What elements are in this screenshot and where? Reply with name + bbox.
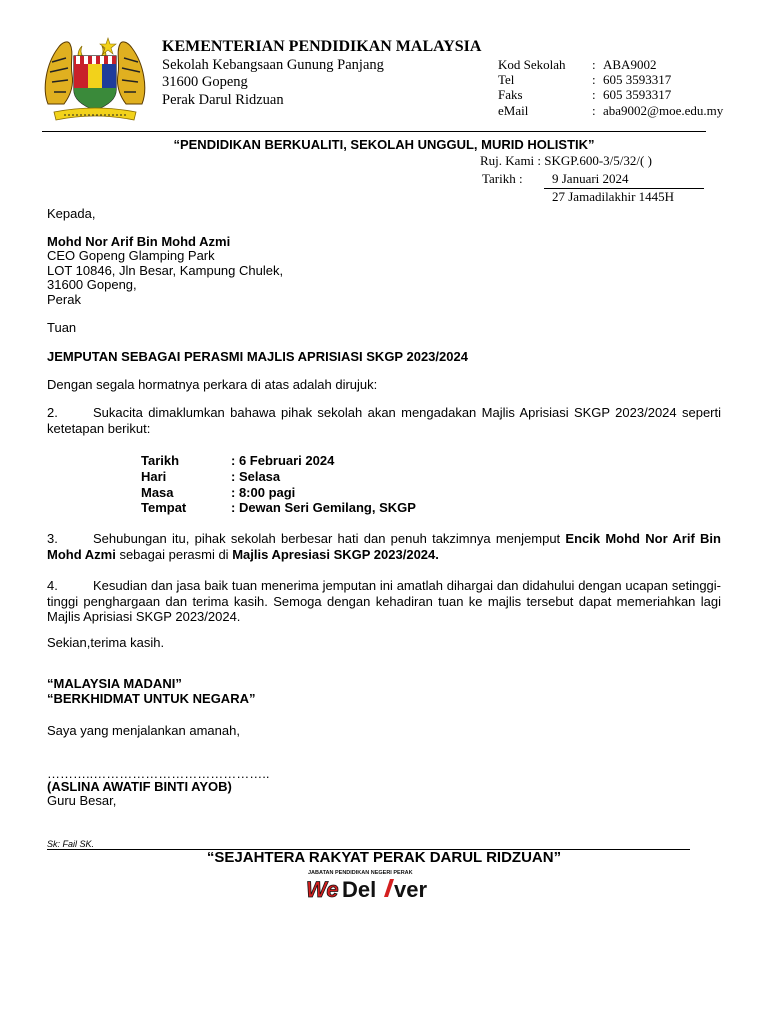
svg-text:We: We bbox=[306, 877, 339, 901]
malaysia-coat-of-arms bbox=[40, 34, 150, 124]
recipient-address-line: LOT 10846, Jln Besar, Kampung Chulek, bbox=[47, 263, 284, 278]
email-value: aba9002@moe.edu.my bbox=[603, 103, 724, 118]
recipient-address-line: CEO Gopeng Glamping Park bbox=[47, 248, 215, 263]
event-venue-label: Tempat bbox=[141, 500, 187, 515]
contact-separator: : bbox=[592, 103, 596, 118]
we-deliver-logo bbox=[304, 867, 436, 901]
school-motto: “PENDIDIKAN BERKUALITI, SEKOLAH UNGGUL, MURID HOLISTIK” bbox=[173, 137, 595, 152]
slogan-berkhidmat: “BERKHIDMAT UNTUK NEGARA” bbox=[47, 691, 256, 706]
ministry-title: KEMENTERIAN PENDIDIKAN MALAYSIA bbox=[162, 38, 482, 55]
paragraph-number: 3. bbox=[47, 531, 58, 546]
email-label: eMail bbox=[498, 103, 529, 118]
fax-label: Faks bbox=[498, 87, 523, 102]
contact-separator: : bbox=[592, 57, 596, 72]
school-code-label: Kod Sekolah bbox=[498, 57, 566, 72]
paragraph-number: 2. bbox=[47, 405, 58, 420]
tel-label: Tel bbox=[498, 72, 515, 87]
event-day-value: : Selasa bbox=[231, 469, 281, 484]
hijri-date: 27 Jamadilakhir 1445H bbox=[552, 189, 675, 204]
recipient-name: Mohd Nor Arif Bin Mohd Azmi bbox=[47, 234, 231, 249]
signoff-line: Saya yang menjalankan amanah, bbox=[47, 723, 240, 738]
date-value: 9 Januari 2024 bbox=[552, 171, 629, 186]
signatory-name: (ASLINA AWATIF BINTI AYOB) bbox=[47, 779, 232, 794]
paragraph-2 bbox=[47, 405, 721, 436]
svg-text:ver: ver bbox=[394, 877, 428, 901]
paragraph-text: Kesudian dan jasa baik tuan menerima jemputan ini amatlah dihargai dan didahului dengan ucapan setinggi-tinggi penghargaan dan terima kasih. Semoga dengan kehadiran tuan ke majlis tersebut dapat memeriahkan lagi Majlis Aprisiasi SKGP 2023/2024. bbox=[47, 578, 721, 624]
svg-text:Del: Del bbox=[342, 877, 377, 901]
svg-text:JABATAN PENDIDIKAN NEGERI PERA: JABATAN PENDIDIKAN NEGERI PERAK bbox=[308, 870, 413, 876]
paragraph-text: Sehubungan itu, pihak sekolah berbesar hati dan penuh takzimnya menjemput bbox=[93, 531, 566, 546]
paragraph-4 bbox=[47, 578, 721, 625]
school-code-value: ABA9002 bbox=[603, 57, 657, 72]
intro-line: Dengan segala hormatnya perkara di atas adalah dirujuk: bbox=[47, 377, 378, 392]
letter-subject: JEMPUTAN SEBAGAI PERASMI MAJLIS APRISIASI SKGP 2023/2024 bbox=[47, 349, 468, 364]
contact-separator: : bbox=[592, 87, 596, 102]
reference-number: Ruj. Kami : SKGP.600-3/5/32/( ) bbox=[480, 153, 652, 168]
tel-value: 605 3593317 bbox=[603, 72, 672, 87]
paragraph-3 bbox=[47, 531, 721, 562]
contact-separator: : bbox=[592, 72, 596, 87]
paragraph-text: Sukacita dimaklumkan bahawa pihak sekolah akan mengadakan Majlis Aprisiasi SKGP 2023/2024 seperti ketetapan berikut: bbox=[47, 405, 721, 436]
school-state: Perak Darul Ridzuan bbox=[162, 92, 284, 108]
paragraph-text: sebagai perasmi di bbox=[115, 546, 233, 562]
event-venue-value: : Dewan Seri Gemilang, SKGP bbox=[231, 500, 416, 515]
event-time-value: : 8:00 pagi bbox=[231, 485, 296, 500]
event-date-value: : 6 Februari 2024 bbox=[231, 453, 335, 468]
school-postcode-town: 31600 Gopeng bbox=[162, 74, 248, 90]
event-name: Majlis Apresiasi SKGP 2023/2024. bbox=[232, 546, 439, 562]
recipient-salutation: Kepada, bbox=[47, 206, 96, 221]
date-label: Tarikh : bbox=[482, 171, 523, 186]
invitee-name: Encik Mohd Nor Arif Bin Mohd Azmi bbox=[47, 531, 721, 562]
header-divider bbox=[42, 131, 706, 132]
copy-to-note: Sk: Fail SK. bbox=[47, 839, 95, 849]
signature-line: ………..………………………………….. bbox=[47, 766, 270, 781]
recipient-address-line: 31600 Gopeng, bbox=[47, 277, 137, 292]
slogan-malaysia-madani: “MALAYSIA MADANI” bbox=[47, 676, 182, 691]
event-time-label: Masa bbox=[141, 485, 174, 500]
paragraph-number: 4. bbox=[47, 578, 58, 593]
closing-line: Sekian,terima kasih. bbox=[47, 635, 165, 650]
signatory-title: Guru Besar, bbox=[47, 793, 117, 808]
greeting: Tuan bbox=[47, 320, 77, 335]
recipient-address-line: Perak bbox=[47, 292, 81, 307]
fax-value: 605 3593317 bbox=[603, 87, 672, 102]
footer-slogan: “SEJAHTERA RAKYAT PERAK DARUL RIDZUAN” bbox=[206, 849, 562, 866]
event-day-label: Hari bbox=[141, 469, 167, 484]
event-date-label: Tarikh bbox=[141, 453, 180, 468]
school-name: Sekolah Kebangsaan Gunung Panjang bbox=[162, 57, 384, 73]
